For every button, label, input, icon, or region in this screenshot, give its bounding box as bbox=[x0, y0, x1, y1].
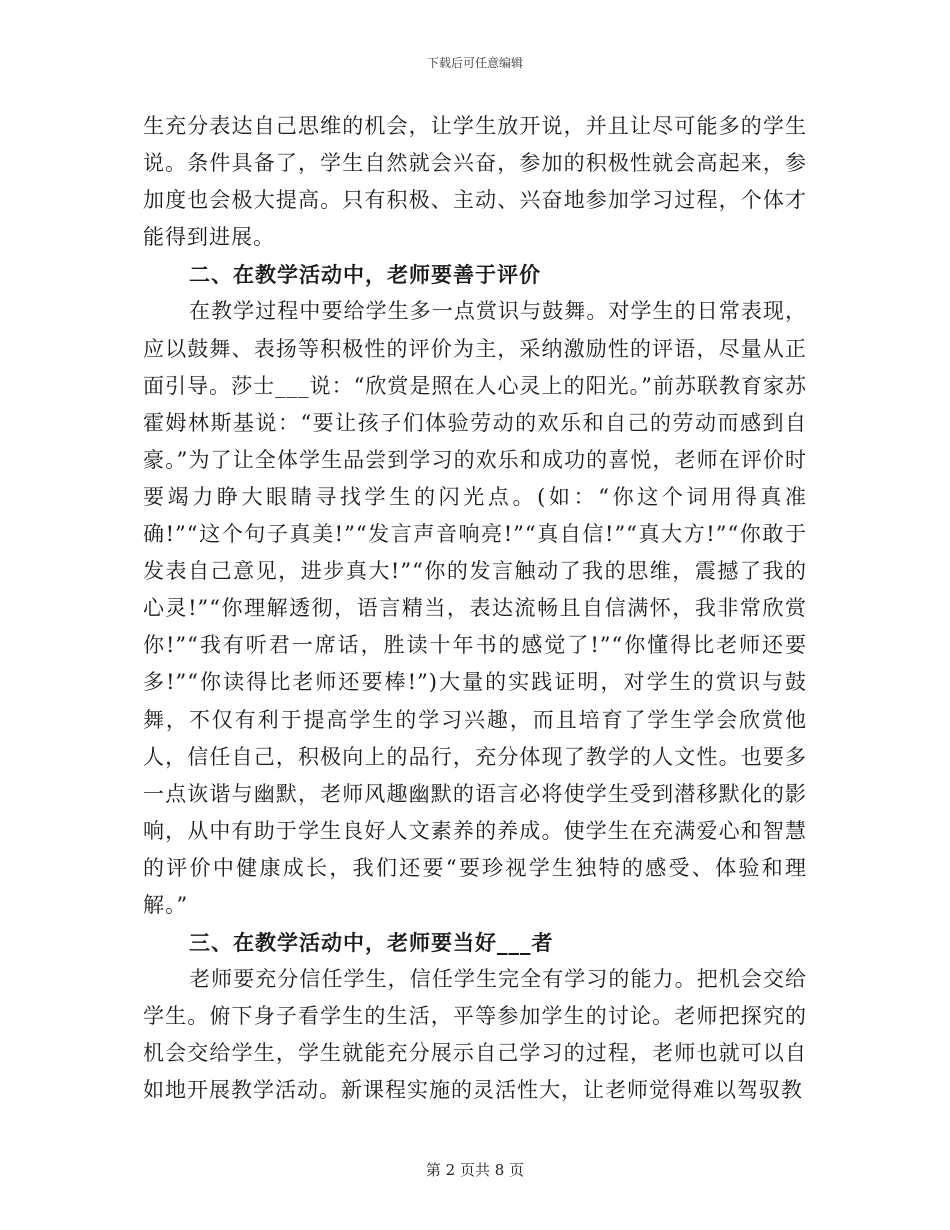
page-number-footer: 第 2 页共 8 页 bbox=[425, 1161, 525, 1179]
section-heading-3: 三、在教学活动中，老师要当好___者 bbox=[189, 930, 554, 956]
paragraph-3: 老师要充分信任学生，信任学生完全有学习的能力。把机会交给学生。俯下身子看学生的生活，平等参加学生的讨论。老师把探究的机会交给学生，学生就能充分展示自己学习的过程，老师也就可以自如地开展教学活动。新课程实施的灵活性大，让老师觉得难以驾驭教 bbox=[143, 967, 807, 1103]
section-heading-2: 二、在教学活动中，老师要善于评价 bbox=[189, 262, 541, 288]
header-note: 下载后可任意编辑 bbox=[426, 56, 523, 70]
paragraph-2: 在教学过程中要给学生多一点赏识与鼓舞。对学生的日常表现，应以鼓舞、表扬等积极性的评价为主，采纳激励性的评语，尽量从正面引导。莎士___说：“欣赏是照在人心灵上的阳光。”前苏联教育家苏霍姆林斯基说：“要让孩子们体验劳动的欢乐和自己的劳动而感到自豪。”为了让全体学生品尝到学习的欢乐和成功的喜悦，老师在评价时要竭力睁大眼睛寻找学生的闪光点。(如：“你这个词用得真准确!”“这个句子真美!”“发言声音响亮!”“真自信!”“真大方!”“你敢于发表自己意见，进步真大!”“你的发言触动了我的思维，震撼了我的心灵!”“你理解透彻，语言精当，表达流畅且自信满怀，我非常欣赏你!”“我有听君一席话，胜读十年书的感觉了!”“你懂得比老师还要多!”“你读得比老师还要棒!”)大量的实践证明，对学生的赏识与鼓舞，不仅有利于提高学生的学习兴趣，而且培育了学生学会欣赏他人，信任自己，积极向上的品行，充分体现了教学的人文性。也要多一点诙谐与幽默，老师风趣幽默的语言必将使学生受到潜移默化的影响，从中有助于学生良好人文素养的养成。使学生在充满爱心和智慧的评价中健康成长，我们还要“要珍视学生独特的感受、体验和理解。” bbox=[143, 299, 807, 917]
document-body bbox=[143, 108, 807, 1110]
paragraph-1: 生充分表达自己思维的机会，让学生放开说，并且让尽可能多的学生说。条件具备了，学生自然就会兴奋，参加的积极性就会高起来，参加度也会极大提高。只有积极、主动、兴奋地参加学习过程，个体才能得到进展。 bbox=[143, 114, 807, 250]
